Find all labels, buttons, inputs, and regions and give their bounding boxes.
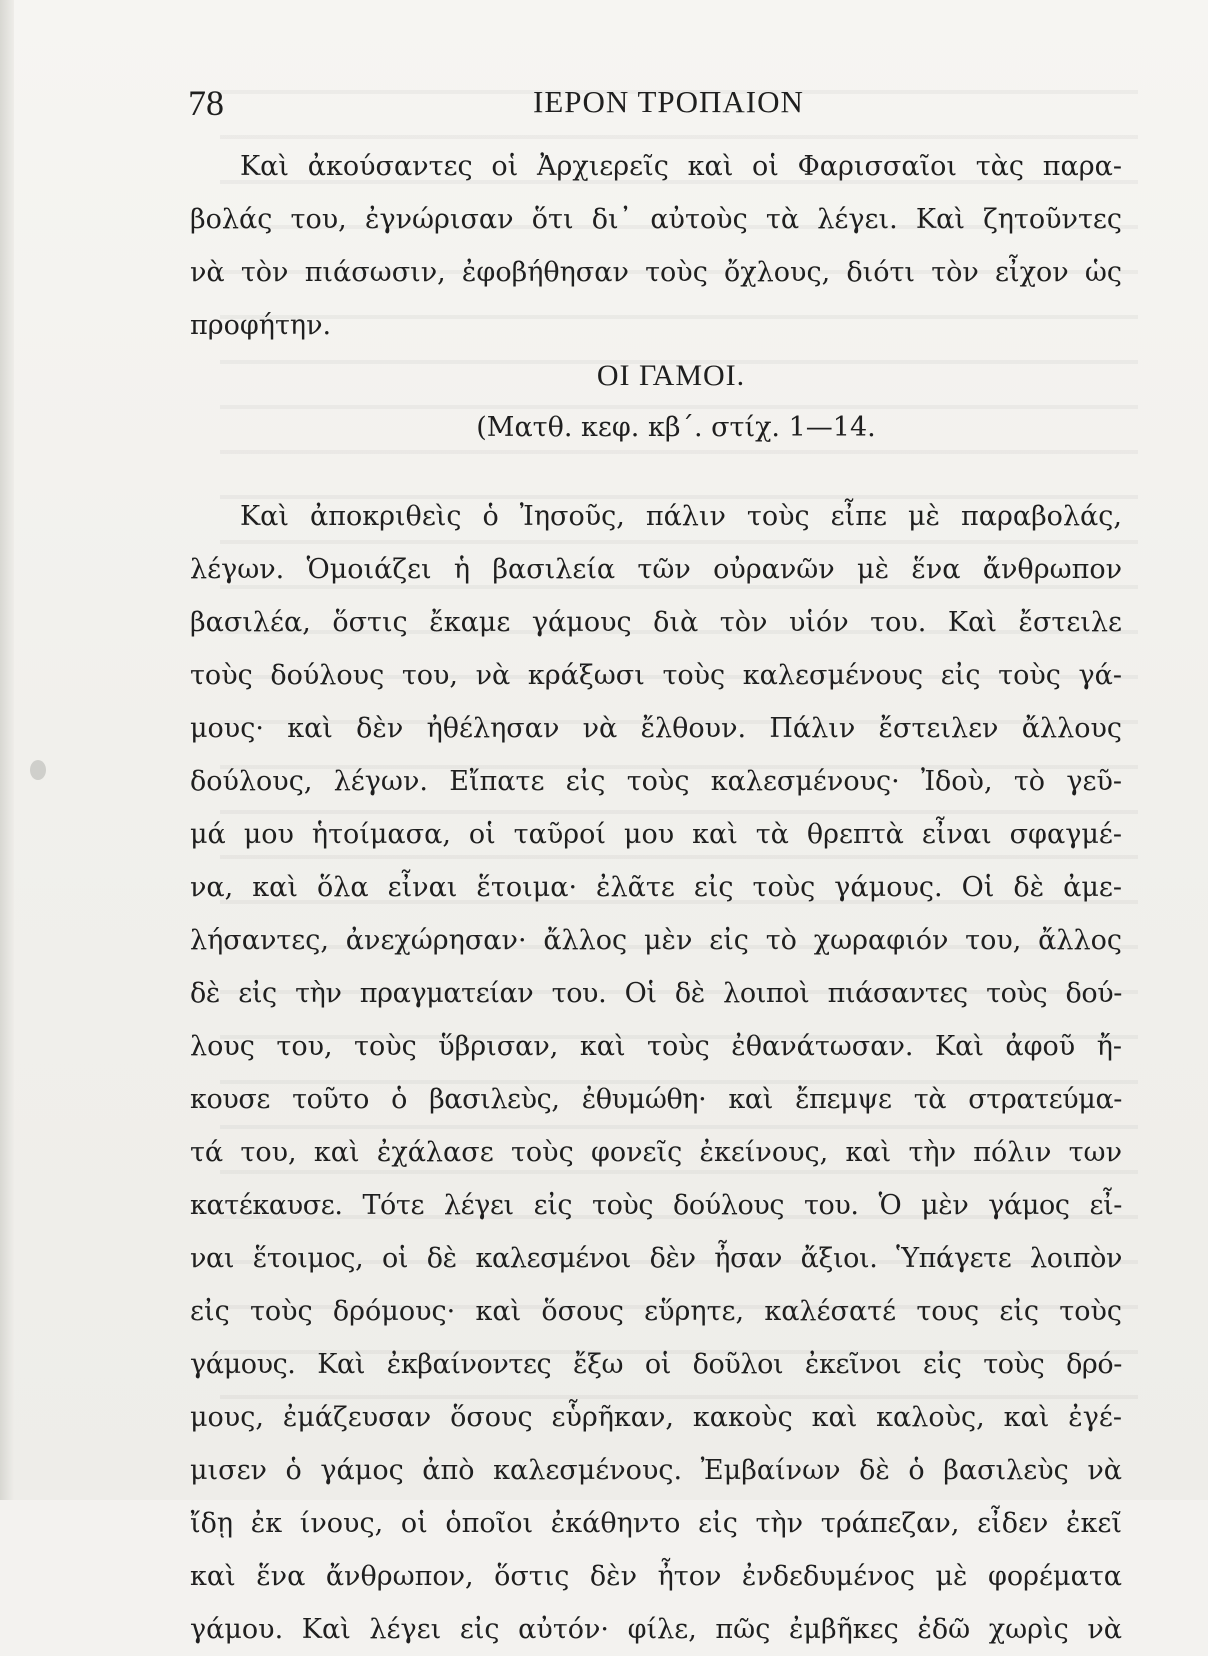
text-line: γάμους. Καὶ ἐκβαίνοντες ἔξω οἱ δοῦλοι ἐκεῖνοι εἰς τοὺς δρό- [190,1349,1122,1380]
text-line: λους του, τοὺς ὕβρισαν, καὶ τοὺς ἐθανάτωσαν. Καὶ ἀφοῦ ἤ- [190,1031,1122,1062]
text-line: μους, ἐμάζευσαν ὅσους εὗρῆκαν, κακοὺς καὶ καλοὺς, καὶ ἐγέ- [190,1402,1122,1433]
section-title: ΟΙ ΓΑΜΟΙ. [596,359,746,392]
text-line: λέγων. Ὁμοιάζει ἡ βασιλεία τῶν οὐρανῶν μὲ ἕνα ἄνθρωπον [190,554,1122,585]
running-title: ΙΕΡΟΝ ΤΡΟΠΑΙΟΝ [533,84,804,119]
text-line: ναι ἕτοιμος, οἱ δὲ καλεσμένοι δὲν ἦσαν ἄξιοι. Ὑπάγετε λοιπὸν [190,1243,1122,1274]
paper-speck [30,760,46,780]
text-line: λήσαντες, ἀνεχώρησαν· ἄλλος μὲν εἰς τὸ χωραφιόν του, ἄλλος [190,925,1122,956]
text-line: τά του, καὶ ἐχάλασε τοὺς φονεῖς ἐκείνους, καὶ τὴν πόλιν των [190,1137,1122,1168]
text-line: κατέκαυσε. Τότε λέγει εἰς τοὺς δούλους του. Ὁ μὲν γάμος εἶ- [190,1190,1122,1221]
text-line: δὲ εἰς τὴν πραγματείαν του. Οἱ δὲ λοιποὶ πιάσαντες τοὺς δού- [190,978,1122,1009]
text-line: εἰς τοὺς δρόμους· καὶ ὅσους εὕρητε, καλέσατέ τους εἰς τοὺς [190,1296,1122,1327]
text-line: καὶ ἕνα ἄνθρωπον, ὅστις δὲν ἦτον ἐνδεδυμένος μὲ φορέματα [190,1561,1122,1592]
text-line: μους· καὶ δὲν ἠθέλησαν νὰ ἔλθουν. Πάλιν ἔστειλεν ἄλλους [190,713,1122,744]
page-number: 78 [188,83,224,123]
running-head [188,82,1118,130]
text-block [190,140,1122,1656]
text-line: ἴδῃ ἐκ ίνους, οἱ ὁποῖοι ἐκάθηντο εἰς τὴν τράπεζαν, εἶδεν ἐκεῖ [190,1508,1122,1539]
page-gutter-shadow [0,0,14,1500]
text-line: μισεν ὁ γάμος ἀπὸ καλεσμένους. Ἐμβαίνων δὲ ὁ βασιλεὺς νὰ [190,1455,1122,1486]
text-line: νὰ τὸν πιάσωσιν, ἐφοβήθησαν τοὺς ὄχλους, διότι τὸν εἶχον ὡς [190,257,1122,288]
text-line: Καὶ ἀκούσαντες οἱ Ἀρχιερεῖς καὶ οἱ Φαρισσαῖοι τὰς παρα- [240,151,1122,182]
text-line: προφήτην. [190,310,332,341]
text-line: τοὺς δούλους του, νὰ κράξωσι τοὺς καλεσμένους εἰς τοὺς γά- [190,660,1122,691]
text-line: Καὶ ἀποκριθεὶς ὁ Ἰησοῦς, πάλιν τοὺς εἶπε μὲ παραβολάς, [240,501,1122,532]
text-line: βολάς του, ἐγνώρισαν ὅτι δι᾽ αὐτοὺς τὰ λέγει. Καὶ ζητοῦντες [190,204,1122,235]
text-line: κουσε τοῦτο ὁ βασιλεὺς, ἐθυμώθη· καὶ ἔπεμψε τὰ στρατεύμα- [190,1084,1122,1115]
text-line: γάμου. Καὶ λέγει εἰς αὐτόν· φίλε, πῶς ἐμβῆκες ἐδῶ χωρὶς νὰ [190,1614,1122,1645]
scripture-reference: (Ματθ. κεφ. κβ΄. στίχ. 1—14. [476,412,876,443]
text-line: μά μου ἡτοίμασα, οἱ ταῦροί μου καὶ τὰ θρεπτὰ εἶναι σφαγμέ- [190,819,1122,850]
section-spacer [190,456,1122,490]
text-line: δούλους, λέγων. Εἴπατε εἰς τοὺς καλεσμένους· Ἰδοὺ, τὸ γεῦ- [190,766,1122,797]
text-line: βασιλέα, ὅστις ἔκαμε γάμους διὰ τὸν υἱόν του. Καὶ ἔστειλε [190,607,1122,638]
text-line: να, καὶ ὅλα εἶναι ἕτοιμα· ἐλᾶτε εἰς τοὺς γάμους. Οἱ δὲ ἀμε- [190,872,1122,903]
